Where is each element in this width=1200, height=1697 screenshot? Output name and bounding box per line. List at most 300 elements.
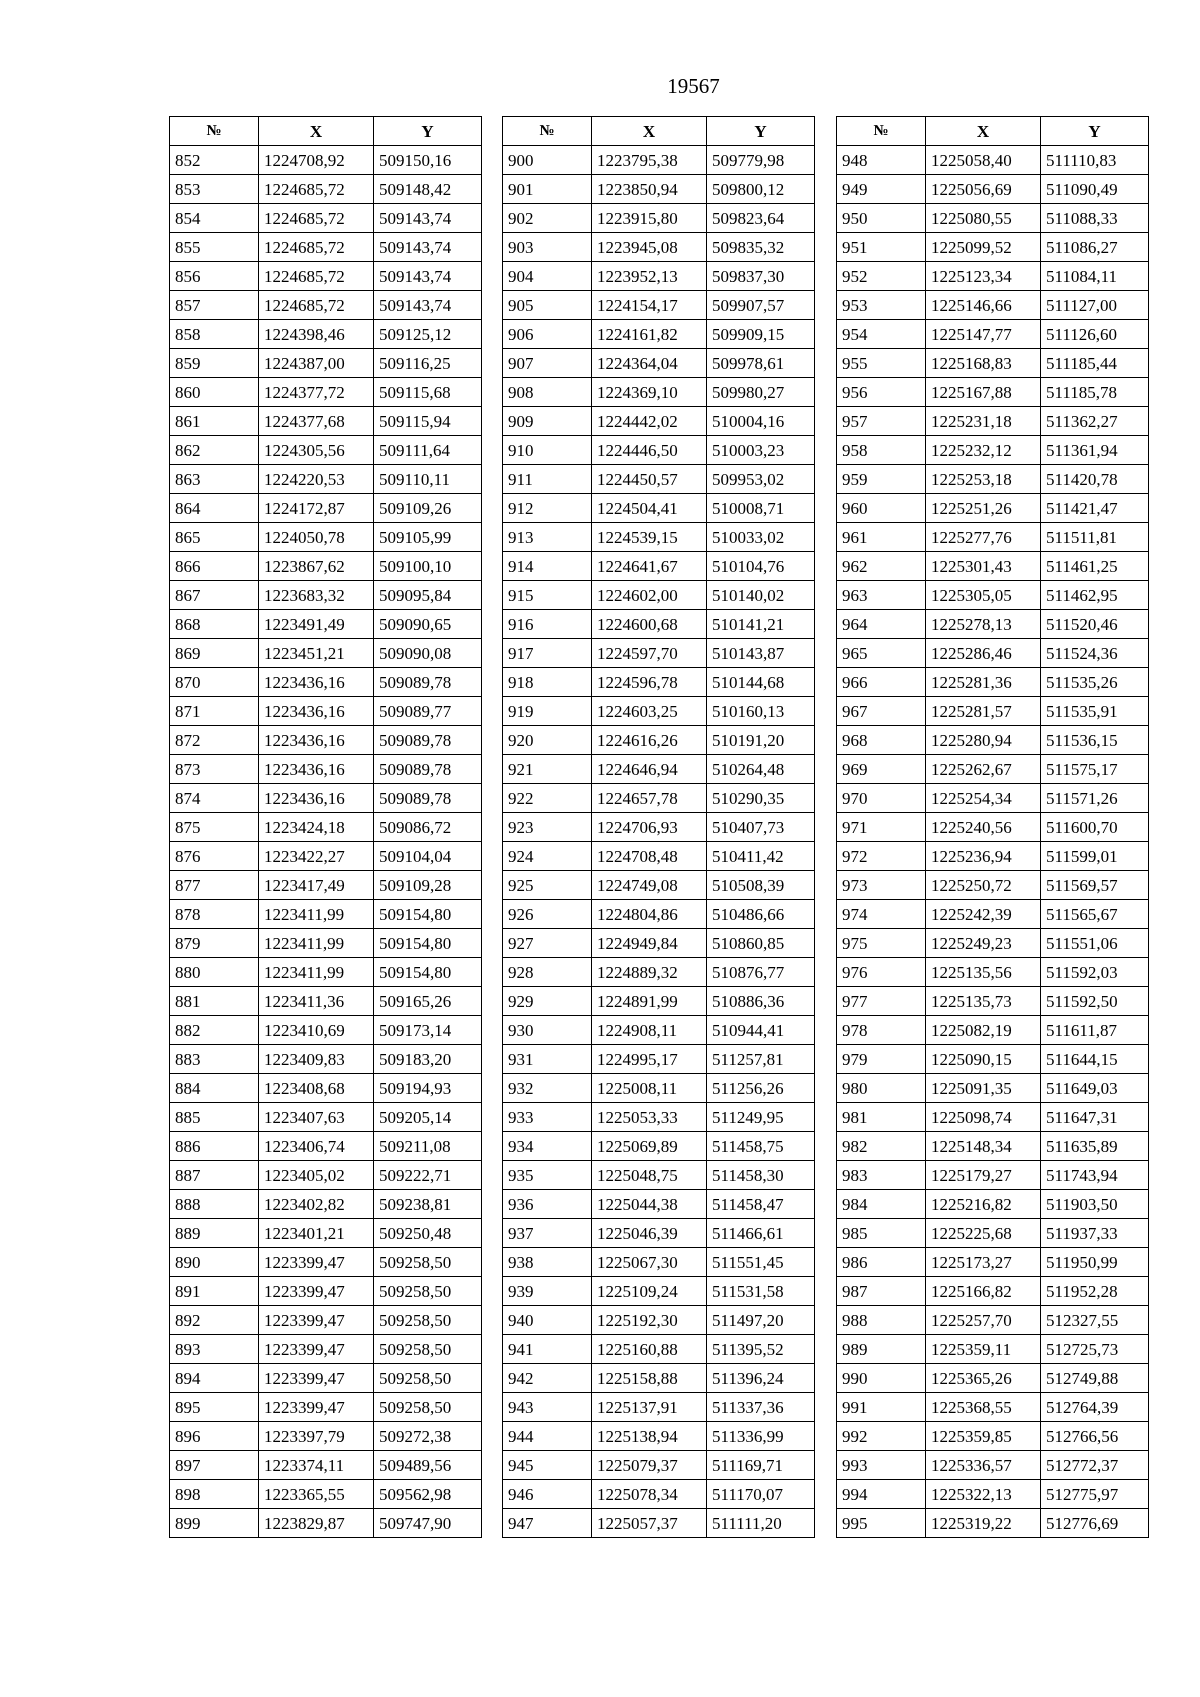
table-row xyxy=(837,610,1149,639)
point-number-cell: 890 xyxy=(170,1248,259,1277)
y-coordinate-cell: 509258,50 xyxy=(374,1248,482,1277)
column-header-y: Y xyxy=(374,117,482,146)
y-coordinate-cell: 509143,74 xyxy=(374,262,482,291)
table-row xyxy=(837,1277,1149,1306)
table-row xyxy=(837,1480,1149,1509)
point-number-cell: 872 xyxy=(170,726,259,755)
y-coordinate-cell: 511644,15 xyxy=(1041,1045,1149,1074)
y-coordinate-cell: 509800,12 xyxy=(707,175,815,204)
y-coordinate-cell: 510160,13 xyxy=(707,697,815,726)
point-number-cell: 874 xyxy=(170,784,259,813)
y-coordinate-cell: 509205,14 xyxy=(374,1103,482,1132)
table-row xyxy=(170,1248,482,1277)
table-row xyxy=(170,581,482,610)
table-row xyxy=(503,1103,815,1132)
table-row xyxy=(503,1045,815,1074)
y-coordinate-cell: 509148,42 xyxy=(374,175,482,204)
y-coordinate-cell: 511600,70 xyxy=(1041,813,1149,842)
table-row xyxy=(837,175,1149,204)
x-coordinate-cell: 1223867,62 xyxy=(259,552,374,581)
point-number-cell: 954 xyxy=(837,320,926,349)
y-coordinate-cell: 511257,81 xyxy=(707,1045,815,1074)
point-number-cell: 981 xyxy=(837,1103,926,1132)
table-row xyxy=(503,320,815,349)
table-row xyxy=(170,436,482,465)
y-coordinate-cell: 510191,20 xyxy=(707,726,815,755)
x-coordinate-cell: 1225044,38 xyxy=(592,1190,707,1219)
x-coordinate-cell: 1225179,27 xyxy=(926,1161,1041,1190)
x-coordinate-cell: 1225231,18 xyxy=(926,407,1041,436)
y-coordinate-cell: 510003,23 xyxy=(707,436,815,465)
y-coordinate-cell: 509835,32 xyxy=(707,233,815,262)
y-coordinate-cell: 509111,64 xyxy=(374,436,482,465)
table-row xyxy=(503,1219,815,1248)
y-coordinate-cell: 509211,08 xyxy=(374,1132,482,1161)
x-coordinate-cell: 1225368,55 xyxy=(926,1393,1041,1422)
table-row xyxy=(503,900,815,929)
point-number-cell: 952 xyxy=(837,262,926,291)
x-coordinate-cell: 1225160,88 xyxy=(592,1335,707,1364)
point-number-cell: 968 xyxy=(837,726,926,755)
x-coordinate-cell: 1223374,11 xyxy=(259,1451,374,1480)
y-coordinate-cell: 511396,24 xyxy=(707,1364,815,1393)
x-coordinate-cell: 1224369,10 xyxy=(592,378,707,407)
y-coordinate-cell: 511565,67 xyxy=(1041,900,1149,929)
table-row xyxy=(170,784,482,813)
table-row xyxy=(503,204,815,233)
table-row xyxy=(170,610,482,639)
y-coordinate-cell: 511466,61 xyxy=(707,1219,815,1248)
table-row xyxy=(170,1161,482,1190)
x-coordinate-cell: 1224804,86 xyxy=(592,900,707,929)
table-row xyxy=(837,958,1149,987)
table-row xyxy=(503,1451,815,1480)
x-coordinate-cell: 1225135,56 xyxy=(926,958,1041,987)
table-row xyxy=(170,1103,482,1132)
x-coordinate-cell: 1223399,47 xyxy=(259,1248,374,1277)
x-coordinate-cell: 1223491,49 xyxy=(259,610,374,639)
table-row xyxy=(503,1277,815,1306)
table-row xyxy=(837,871,1149,900)
x-coordinate-cell: 1225008,11 xyxy=(592,1074,707,1103)
x-coordinate-cell: 1225250,72 xyxy=(926,871,1041,900)
table-row xyxy=(170,1422,482,1451)
table-row xyxy=(837,1045,1149,1074)
y-coordinate-cell: 511950,99 xyxy=(1041,1248,1149,1277)
point-number-cell: 921 xyxy=(503,755,592,784)
point-number-cell: 911 xyxy=(503,465,592,494)
coordinates-table-3 xyxy=(836,116,1149,1538)
column-header-y: Y xyxy=(1041,117,1149,146)
point-number-cell: 953 xyxy=(837,291,926,320)
y-coordinate-cell: 509250,48 xyxy=(374,1219,482,1248)
y-coordinate-cell: 509143,74 xyxy=(374,204,482,233)
point-number-cell: 976 xyxy=(837,958,926,987)
x-coordinate-cell: 1225262,67 xyxy=(926,755,1041,784)
table-row xyxy=(503,1335,815,1364)
table-row xyxy=(837,929,1149,958)
x-coordinate-cell: 1225098,74 xyxy=(926,1103,1041,1132)
y-coordinate-cell: 511084,11 xyxy=(1041,262,1149,291)
table-row xyxy=(170,1480,482,1509)
point-number-cell: 993 xyxy=(837,1451,926,1480)
x-coordinate-cell: 1224685,72 xyxy=(259,175,374,204)
table-row xyxy=(837,900,1149,929)
table-row xyxy=(503,1132,815,1161)
table-row xyxy=(503,1480,815,1509)
y-coordinate-cell: 509978,61 xyxy=(707,349,815,378)
y-coordinate-cell: 509154,80 xyxy=(374,958,482,987)
x-coordinate-cell: 1223436,16 xyxy=(259,784,374,813)
point-number-cell: 946 xyxy=(503,1480,592,1509)
point-number-cell: 912 xyxy=(503,494,592,523)
x-coordinate-cell: 1223952,13 xyxy=(592,262,707,291)
table-row xyxy=(503,697,815,726)
x-coordinate-cell: 1225158,88 xyxy=(592,1364,707,1393)
y-coordinate-cell: 511520,46 xyxy=(1041,610,1149,639)
y-coordinate-cell: 509258,50 xyxy=(374,1277,482,1306)
point-number-cell: 877 xyxy=(170,871,259,900)
table-row xyxy=(503,1393,815,1422)
y-coordinate-cell: 509090,08 xyxy=(374,639,482,668)
x-coordinate-cell: 1225253,18 xyxy=(926,465,1041,494)
point-number-cell: 865 xyxy=(170,523,259,552)
point-number-cell: 980 xyxy=(837,1074,926,1103)
point-number-cell: 937 xyxy=(503,1219,592,1248)
x-coordinate-cell: 1224602,00 xyxy=(592,581,707,610)
x-coordinate-cell: 1225053,33 xyxy=(592,1103,707,1132)
y-coordinate-cell: 511336,99 xyxy=(707,1422,815,1451)
point-number-cell: 884 xyxy=(170,1074,259,1103)
table-row xyxy=(170,697,482,726)
x-coordinate-cell: 1224364,04 xyxy=(592,349,707,378)
point-number-cell: 939 xyxy=(503,1277,592,1306)
point-number-cell: 885 xyxy=(170,1103,259,1132)
x-coordinate-cell: 1223411,99 xyxy=(259,929,374,958)
point-number-cell: 856 xyxy=(170,262,259,291)
x-coordinate-cell: 1223424,18 xyxy=(259,813,374,842)
x-coordinate-cell: 1224387,00 xyxy=(259,349,374,378)
table-row xyxy=(503,436,815,465)
point-number-cell: 900 xyxy=(503,146,592,175)
x-coordinate-cell: 1225168,83 xyxy=(926,349,1041,378)
x-coordinate-cell: 1225135,73 xyxy=(926,987,1041,1016)
x-coordinate-cell: 1223436,16 xyxy=(259,755,374,784)
y-coordinate-cell: 509489,56 xyxy=(374,1451,482,1480)
x-coordinate-cell: 1225286,46 xyxy=(926,639,1041,668)
y-coordinate-cell: 510144,68 xyxy=(707,668,815,697)
table-row xyxy=(170,842,482,871)
table-row xyxy=(503,987,815,1016)
table-row xyxy=(837,1016,1149,1045)
y-coordinate-cell: 509105,99 xyxy=(374,523,482,552)
x-coordinate-cell: 1224657,78 xyxy=(592,784,707,813)
x-coordinate-cell: 1224908,11 xyxy=(592,1016,707,1045)
point-number-cell: 964 xyxy=(837,610,926,639)
point-number-cell: 910 xyxy=(503,436,592,465)
table-row xyxy=(837,204,1149,233)
x-coordinate-cell: 1224539,15 xyxy=(592,523,707,552)
table-row xyxy=(837,1509,1149,1538)
x-coordinate-cell: 1224889,32 xyxy=(592,958,707,987)
point-number-cell: 868 xyxy=(170,610,259,639)
point-number-cell: 918 xyxy=(503,668,592,697)
table-row xyxy=(170,1451,482,1480)
x-coordinate-cell: 1224154,17 xyxy=(592,291,707,320)
table-row xyxy=(503,378,815,407)
point-number-cell: 934 xyxy=(503,1132,592,1161)
point-number-cell: 984 xyxy=(837,1190,926,1219)
y-coordinate-cell: 511903,50 xyxy=(1041,1190,1149,1219)
point-number-cell: 852 xyxy=(170,146,259,175)
table-row xyxy=(503,407,815,436)
y-coordinate-cell: 511110,83 xyxy=(1041,146,1149,175)
point-number-cell: 983 xyxy=(837,1161,926,1190)
y-coordinate-cell: 509562,98 xyxy=(374,1480,482,1509)
x-coordinate-cell: 1225090,15 xyxy=(926,1045,1041,1074)
table-row xyxy=(837,1219,1149,1248)
x-coordinate-cell: 1225359,11 xyxy=(926,1335,1041,1364)
x-coordinate-cell: 1225336,57 xyxy=(926,1451,1041,1480)
point-number-cell: 944 xyxy=(503,1422,592,1451)
x-coordinate-cell: 1223422,27 xyxy=(259,842,374,871)
point-number-cell: 957 xyxy=(837,407,926,436)
point-number-cell: 892 xyxy=(170,1306,259,1335)
point-number-cell: 875 xyxy=(170,813,259,842)
table-row xyxy=(503,233,815,262)
x-coordinate-cell: 1225281,36 xyxy=(926,668,1041,697)
x-coordinate-cell: 1224377,72 xyxy=(259,378,374,407)
point-number-cell: 882 xyxy=(170,1016,259,1045)
column-header-number: № xyxy=(837,117,926,146)
table-row xyxy=(170,1306,482,1335)
y-coordinate-cell: 511611,87 xyxy=(1041,1016,1149,1045)
y-coordinate-cell: 509258,50 xyxy=(374,1393,482,1422)
table-row xyxy=(503,581,815,610)
x-coordinate-cell: 1223417,49 xyxy=(259,871,374,900)
point-number-cell: 858 xyxy=(170,320,259,349)
y-coordinate-cell: 509779,98 xyxy=(707,146,815,175)
y-coordinate-cell: 509100,10 xyxy=(374,552,482,581)
x-coordinate-cell: 1223399,47 xyxy=(259,1335,374,1364)
point-number-cell: 866 xyxy=(170,552,259,581)
y-coordinate-cell: 511535,91 xyxy=(1041,697,1149,726)
x-coordinate-cell: 1224708,92 xyxy=(259,146,374,175)
point-number-cell: 958 xyxy=(837,436,926,465)
x-coordinate-cell: 1225069,89 xyxy=(592,1132,707,1161)
x-coordinate-cell: 1223401,21 xyxy=(259,1219,374,1248)
x-coordinate-cell: 1225242,39 xyxy=(926,900,1041,929)
point-number-cell: 942 xyxy=(503,1364,592,1393)
table-row xyxy=(503,610,815,639)
table-row xyxy=(503,871,815,900)
y-coordinate-cell: 511592,50 xyxy=(1041,987,1149,1016)
point-number-cell: 965 xyxy=(837,639,926,668)
y-coordinate-cell: 511086,27 xyxy=(1041,233,1149,262)
point-number-cell: 940 xyxy=(503,1306,592,1335)
table-row xyxy=(837,639,1149,668)
y-coordinate-cell: 511088,33 xyxy=(1041,204,1149,233)
table-row xyxy=(837,436,1149,465)
y-coordinate-cell: 511592,03 xyxy=(1041,958,1149,987)
x-coordinate-cell: 1223405,02 xyxy=(259,1161,374,1190)
point-number-cell: 956 xyxy=(837,378,926,407)
point-number-cell: 966 xyxy=(837,668,926,697)
table-row xyxy=(503,1190,815,1219)
table-row xyxy=(170,1045,482,1074)
y-coordinate-cell: 511420,78 xyxy=(1041,465,1149,494)
x-coordinate-cell: 1225225,68 xyxy=(926,1219,1041,1248)
table-row xyxy=(170,1016,482,1045)
y-coordinate-cell: 509907,57 xyxy=(707,291,815,320)
x-coordinate-cell: 1225123,34 xyxy=(926,262,1041,291)
y-coordinate-cell: 511421,47 xyxy=(1041,494,1149,523)
x-coordinate-cell: 1223795,38 xyxy=(592,146,707,175)
point-number-cell: 936 xyxy=(503,1190,592,1219)
column-header-x: X xyxy=(259,117,374,146)
y-coordinate-cell: 511169,71 xyxy=(707,1451,815,1480)
x-coordinate-cell: 1225167,88 xyxy=(926,378,1041,407)
y-coordinate-cell: 510407,73 xyxy=(707,813,815,842)
point-number-cell: 961 xyxy=(837,523,926,552)
table-row xyxy=(503,1016,815,1045)
table-row xyxy=(170,1132,482,1161)
x-coordinate-cell: 1223408,68 xyxy=(259,1074,374,1103)
point-number-cell: 853 xyxy=(170,175,259,204)
table-row xyxy=(170,1219,482,1248)
x-coordinate-cell: 1223399,47 xyxy=(259,1306,374,1335)
x-coordinate-cell: 1223683,32 xyxy=(259,581,374,610)
x-coordinate-cell: 1225301,43 xyxy=(926,552,1041,581)
x-coordinate-cell: 1225281,57 xyxy=(926,697,1041,726)
x-coordinate-cell: 1225091,35 xyxy=(926,1074,1041,1103)
y-coordinate-cell: 511649,03 xyxy=(1041,1074,1149,1103)
table-row xyxy=(170,1277,482,1306)
point-number-cell: 891 xyxy=(170,1277,259,1306)
table-row xyxy=(837,1451,1149,1480)
table-row xyxy=(837,1161,1149,1190)
y-coordinate-cell: 509089,78 xyxy=(374,726,482,755)
point-number-cell: 901 xyxy=(503,175,592,204)
point-number-cell: 854 xyxy=(170,204,259,233)
point-number-cell: 949 xyxy=(837,175,926,204)
y-coordinate-cell: 509980,27 xyxy=(707,378,815,407)
y-coordinate-cell: 511524,36 xyxy=(1041,639,1149,668)
table-row xyxy=(837,755,1149,784)
x-coordinate-cell: 1223411,36 xyxy=(259,987,374,1016)
point-number-cell: 862 xyxy=(170,436,259,465)
y-coordinate-cell: 509143,74 xyxy=(374,233,482,262)
x-coordinate-cell: 1224446,50 xyxy=(592,436,707,465)
table-row xyxy=(170,668,482,697)
point-number-cell: 992 xyxy=(837,1422,926,1451)
y-coordinate-cell: 511337,36 xyxy=(707,1393,815,1422)
x-coordinate-cell: 1225080,55 xyxy=(926,204,1041,233)
table-row xyxy=(170,175,482,204)
y-coordinate-cell: 512749,88 xyxy=(1041,1364,1149,1393)
point-number-cell: 905 xyxy=(503,291,592,320)
table-row xyxy=(170,494,482,523)
table-row xyxy=(837,1103,1149,1132)
table-row xyxy=(837,1393,1149,1422)
y-coordinate-cell: 510004,16 xyxy=(707,407,815,436)
x-coordinate-cell: 1225146,66 xyxy=(926,291,1041,320)
y-coordinate-cell: 509222,71 xyxy=(374,1161,482,1190)
table-row xyxy=(503,726,815,755)
y-coordinate-cell: 509823,64 xyxy=(707,204,815,233)
y-coordinate-cell: 509104,04 xyxy=(374,842,482,871)
table-row xyxy=(170,349,482,378)
y-coordinate-cell: 511458,30 xyxy=(707,1161,815,1190)
column-header-number: № xyxy=(503,117,592,146)
x-coordinate-cell: 1225249,23 xyxy=(926,929,1041,958)
point-number-cell: 985 xyxy=(837,1219,926,1248)
point-number-cell: 924 xyxy=(503,842,592,871)
y-coordinate-cell: 511551,06 xyxy=(1041,929,1149,958)
y-coordinate-cell: 509089,78 xyxy=(374,755,482,784)
table-row xyxy=(170,958,482,987)
table-row xyxy=(170,726,482,755)
y-coordinate-cell: 511126,60 xyxy=(1041,320,1149,349)
point-number-cell: 870 xyxy=(170,668,259,697)
x-coordinate-cell: 1225058,40 xyxy=(926,146,1041,175)
table-row xyxy=(170,871,482,900)
point-number-cell: 991 xyxy=(837,1393,926,1422)
x-coordinate-cell: 1223436,16 xyxy=(259,726,374,755)
y-coordinate-cell: 512775,97 xyxy=(1041,1480,1149,1509)
point-number-cell: 994 xyxy=(837,1480,926,1509)
point-number-cell: 904 xyxy=(503,262,592,291)
point-number-cell: 963 xyxy=(837,581,926,610)
x-coordinate-cell: 1224600,68 xyxy=(592,610,707,639)
x-coordinate-cell: 1225137,91 xyxy=(592,1393,707,1422)
point-number-cell: 926 xyxy=(503,900,592,929)
point-number-cell: 925 xyxy=(503,871,592,900)
y-coordinate-cell: 509154,80 xyxy=(374,900,482,929)
point-number-cell: 971 xyxy=(837,813,926,842)
y-coordinate-cell: 511462,95 xyxy=(1041,581,1149,610)
y-coordinate-cell: 511536,15 xyxy=(1041,726,1149,755)
x-coordinate-cell: 1223397,79 xyxy=(259,1422,374,1451)
point-number-cell: 894 xyxy=(170,1364,259,1393)
table-row xyxy=(170,291,482,320)
y-coordinate-cell: 511952,28 xyxy=(1041,1277,1149,1306)
y-coordinate-cell: 511599,01 xyxy=(1041,842,1149,871)
x-coordinate-cell: 1224442,02 xyxy=(592,407,707,436)
table-row xyxy=(503,1074,815,1103)
y-coordinate-cell: 511743,94 xyxy=(1041,1161,1149,1190)
point-number-cell: 867 xyxy=(170,581,259,610)
table-row xyxy=(170,900,482,929)
y-coordinate-cell: 510143,87 xyxy=(707,639,815,668)
y-coordinate-cell: 511571,26 xyxy=(1041,784,1149,813)
y-coordinate-cell: 511575,17 xyxy=(1041,755,1149,784)
y-coordinate-cell: 511127,00 xyxy=(1041,291,1149,320)
point-number-cell: 860 xyxy=(170,378,259,407)
table-row xyxy=(503,1509,815,1538)
table-row xyxy=(503,1306,815,1335)
point-number-cell: 977 xyxy=(837,987,926,1016)
x-coordinate-cell: 1224685,72 xyxy=(259,291,374,320)
x-coordinate-cell: 1224891,99 xyxy=(592,987,707,1016)
y-coordinate-cell: 509125,12 xyxy=(374,320,482,349)
y-coordinate-cell: 511249,95 xyxy=(707,1103,815,1132)
y-coordinate-cell: 509115,68 xyxy=(374,378,482,407)
y-coordinate-cell: 509095,84 xyxy=(374,581,482,610)
x-coordinate-cell: 1225046,39 xyxy=(592,1219,707,1248)
x-coordinate-cell: 1225254,34 xyxy=(926,784,1041,813)
table-row xyxy=(837,726,1149,755)
